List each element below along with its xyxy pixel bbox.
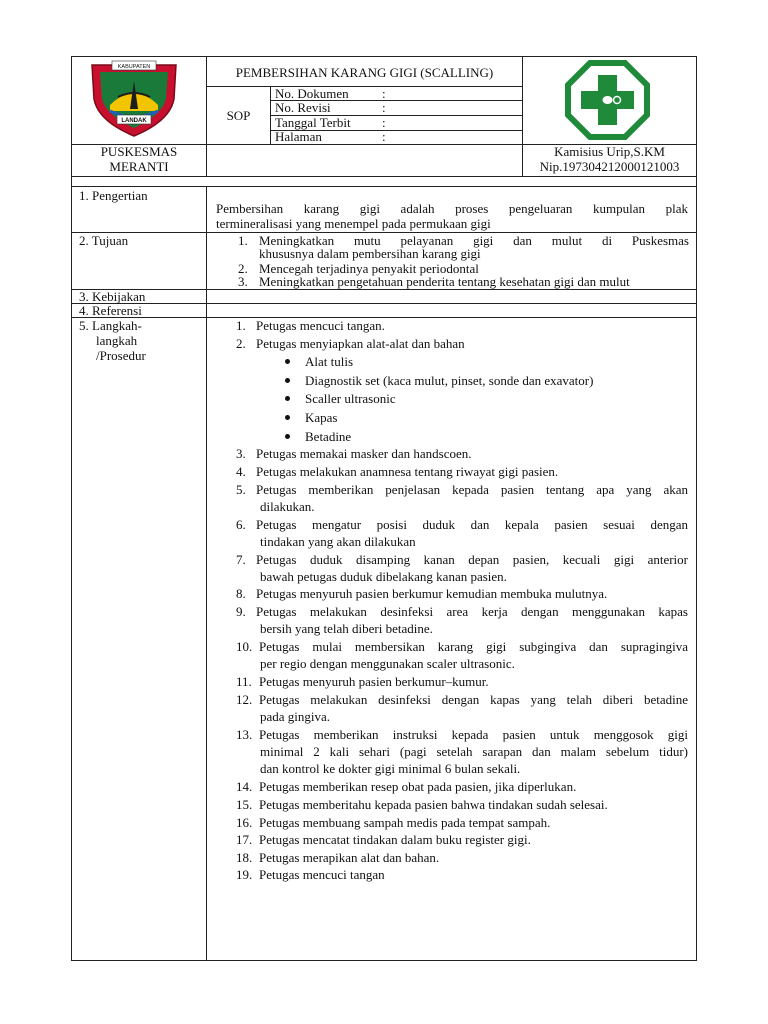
material-item: Alat tulis xyxy=(305,354,354,369)
kabupaten-text: KABUPATEN xyxy=(117,64,151,70)
step-text: Petugas duduk disamping kanan depan pasien, kecuali gigi anterior xyxy=(256,552,688,567)
step-number: 19. xyxy=(236,867,253,882)
material-item: Kapas xyxy=(305,410,338,425)
step-text: Petugas melakukan desinfeksi area kerja dengan menggunakan kapas xyxy=(256,604,688,619)
landak-text: LANDAK xyxy=(121,118,147,124)
step-number: 9. xyxy=(236,604,246,619)
step-number: 5. xyxy=(236,482,246,497)
step-text: Petugas memberikan instruksi kepada pasien untuk menggosok gigi xyxy=(259,727,688,742)
table-border-top xyxy=(71,56,697,57)
step-text: Petugas memberitahu kepada pasien bahwa tindakan sudah selesai. xyxy=(259,797,608,812)
step-text: Petugas memakai masker dan handscoen. xyxy=(256,446,472,461)
tujuan-number: 3. xyxy=(238,274,248,289)
tujuan-item-1-line1: Meningkatkan mutu pelayanan gigi dan mulut di Puskesmas xyxy=(259,233,689,248)
signer-name: Kamisius Urip,S.KM xyxy=(554,144,665,159)
header-divider xyxy=(206,86,522,87)
header-divider xyxy=(71,176,697,177)
label-langkah-line3: /Prosedur xyxy=(96,348,146,363)
step-text-cont: dilakukan. xyxy=(260,499,315,514)
field-colon: : xyxy=(382,115,386,130)
org-name-line1: PUSKESMAS xyxy=(100,144,178,159)
tujuan-item-1-line2: khususnya dalam pembersihan karang gigi xyxy=(259,246,481,261)
section-divider xyxy=(71,186,697,187)
signer-nip: Nip.197304212000121003 xyxy=(539,159,680,174)
material-item: Diagnostik set (kaca mulut, pinset, sonde dan exavator) xyxy=(305,373,594,388)
step-text: Petugas memberikan penjelasan kepada pasien tentang apa yang akan xyxy=(256,482,688,497)
step-number: 15. xyxy=(236,797,253,812)
step-text-cont: dan kontrol ke dokter gigi minimal 6 bulan sekali. xyxy=(260,761,521,776)
step-text-cont: bawah petugas duduk dibelakang kanan pasien. xyxy=(260,569,507,584)
step-text: Petugas menyuruh pasien berkumur–kumur. xyxy=(259,674,489,689)
label-langkah-line1: 5. Langkah- xyxy=(79,318,142,333)
bullet-icon xyxy=(285,415,290,420)
field-halaman: Halaman xyxy=(275,129,322,144)
bullet-icon xyxy=(285,378,290,383)
step-text: Petugas melakukan desinfeksi dengan kapas yang telah diberi betadine xyxy=(259,692,688,707)
step-text-cont: tindakan yang akan dilakukan xyxy=(260,534,416,549)
field-colon: : xyxy=(382,100,386,115)
step-text: Petugas memberikan resep obat pada pasien, jika diperlukan. xyxy=(259,779,577,794)
puskesmas-logo xyxy=(565,60,650,140)
step-text: Petugas merapikan alat dan bahan. xyxy=(259,850,440,865)
step-number: 7. xyxy=(236,552,246,567)
step-text: Petugas mencuci tangan. xyxy=(256,318,385,333)
label-kebijakan: 3. Kebijakan xyxy=(79,289,146,304)
tujuan-number: 1. xyxy=(238,233,248,248)
step-number: 11. xyxy=(236,674,252,689)
step-text-cont: bersih yang telah diberi betadine. xyxy=(260,621,433,636)
step-number: 13. xyxy=(236,727,253,742)
document-title: PEMBERSIHAN KARANG GIGI (SCALLING) xyxy=(235,65,494,80)
step-text-cont: per regio dengan menggunakan scaler ultrasonic. xyxy=(260,656,515,671)
step-number: 1. xyxy=(236,318,246,333)
step-number: 6. xyxy=(236,517,246,532)
field-colon: : xyxy=(382,129,386,144)
tujuan-number: 2. xyxy=(238,261,248,276)
step-text-cont: pada gingiva. xyxy=(260,709,331,724)
step-text: Petugas menyuruh pasien berkumur kemudian membuka mulutnya. xyxy=(256,586,608,601)
field-colon: : xyxy=(382,86,386,101)
step-number: 10. xyxy=(236,639,253,654)
step-number: 3. xyxy=(236,446,246,461)
step-number: 17. xyxy=(236,832,253,847)
table-border-right xyxy=(696,56,697,961)
step-text: Petugas membuang sampah medis pada tempat sampah. xyxy=(259,815,551,830)
org-name-line2: MERANTI xyxy=(109,159,169,174)
material-item: Betadine xyxy=(305,429,352,444)
tujuan-item-3: Meningkatkan pengetahuan penderita tentang kesehatan gigi dan mulut xyxy=(259,274,630,289)
step-text: Petugas mengatur posisi duduk dan kepala pasien sesuai dengan xyxy=(256,517,688,532)
step-number: 4. xyxy=(236,464,246,479)
bullet-icon xyxy=(285,359,290,364)
label-referensi: 4. Referensi xyxy=(79,303,142,318)
step-text-cont: minimal 2 kali sehari (pagi setelah sarapan dan malam sebelum tidur) xyxy=(260,744,688,759)
section-divider xyxy=(71,303,697,304)
step-text: Petugas melakukan anamnesa tentang riwayat gigi pasien. xyxy=(256,464,559,479)
material-item: Scaller ultrasonic xyxy=(305,391,396,406)
step-number: 14. xyxy=(236,779,253,794)
field-no-dokumen: No. Dokumen xyxy=(275,86,349,101)
table-border-bottom xyxy=(71,960,697,961)
sop-label: SOP xyxy=(226,108,251,123)
step-number: 12. xyxy=(236,692,253,707)
pengertian-text-line2: termineralisasi yang menempel pada permukaan gigi xyxy=(216,216,491,231)
field-no-revisi: No. Revisi xyxy=(275,100,331,115)
table-border-left xyxy=(71,56,72,961)
pengertian-text-line1: Pembersihan karang gigi adalah proses pengeluaran kumpulan plak xyxy=(216,201,688,216)
field-tanggal-terbit: Tanggal Terbit xyxy=(275,115,351,130)
bullet-icon xyxy=(285,434,290,439)
step-number: 18. xyxy=(236,850,253,865)
step-number: 2. xyxy=(236,336,246,351)
label-langkah-line2: langkah xyxy=(96,333,138,348)
tujuan-item-2: Mencegah terjadinya penyakit periodontal xyxy=(259,261,479,276)
label-tujuan: 2. Tujuan xyxy=(79,233,129,248)
label-pengertian: 1. Pengertian xyxy=(79,188,148,203)
step-text: Petugas menyiapkan alat-alat dan bahan xyxy=(256,336,465,351)
step-text: Petugas mencuci tangan xyxy=(259,867,385,882)
step-number: 8. xyxy=(236,586,246,601)
kabupaten-landak-logo xyxy=(84,59,184,139)
step-text: Petugas mulai membersikan karang gigi subgingiva dan supragingiva xyxy=(259,639,688,654)
step-text: Petugas mencatat tindakan dalam buku register gigi. xyxy=(259,832,531,847)
bullet-icon xyxy=(285,396,290,401)
step-number: 16. xyxy=(236,815,253,830)
